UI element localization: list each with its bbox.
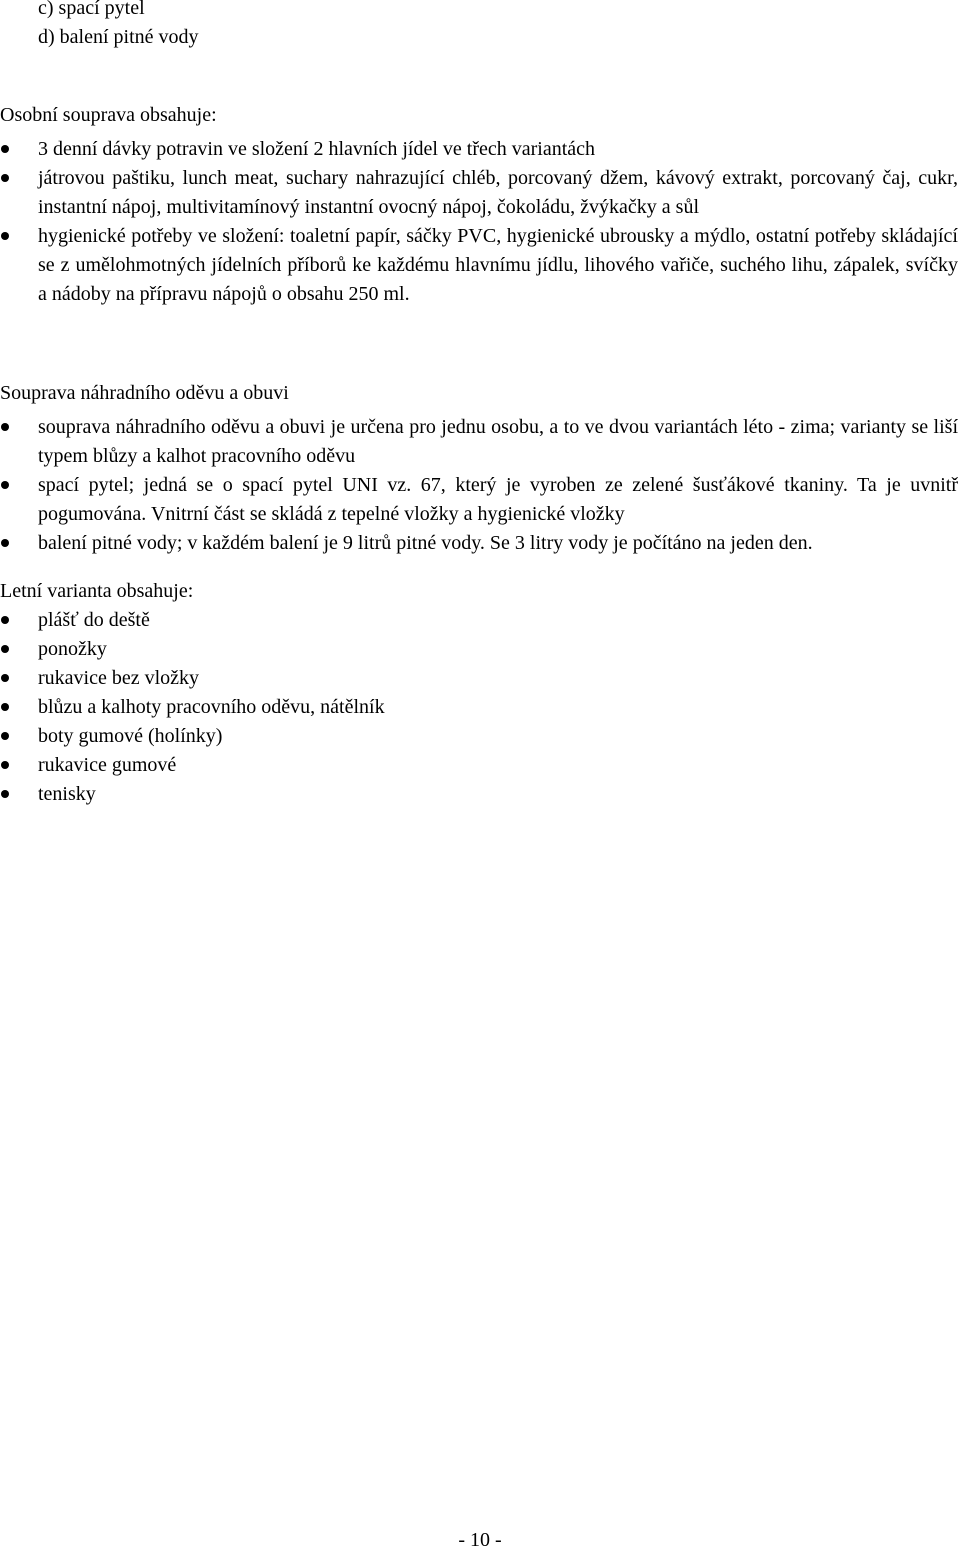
list-item: [0, 413, 960, 471]
list-item-text: plášť do deště: [38, 609, 150, 631]
list-item-text: tenisky: [38, 783, 96, 805]
list-item: [0, 164, 960, 222]
list-item-text: blůzu a kalhoty pracovního oděvu, nátělník: [38, 696, 385, 718]
section-personal-kit: [0, 101, 960, 309]
section-replacement-clothing: [0, 379, 960, 558]
bullet-list: [0, 135, 960, 309]
bullet-list: [0, 413, 960, 558]
list-item: [0, 635, 960, 664]
list-item: [0, 751, 960, 780]
section-heading: Osobní souprava obsahuje:: [0, 104, 217, 126]
list-item-text: rukavice bez vložky: [38, 667, 200, 689]
bullet-icon: [1, 703, 9, 711]
bullet-icon: [1, 481, 9, 489]
bullet-icon: [1, 616, 9, 624]
bullet-icon: [1, 674, 9, 682]
list-item: [0, 222, 960, 309]
page-number: - 10 -: [458, 1529, 502, 1551]
bullet-icon: [1, 761, 9, 769]
list-item: [0, 606, 960, 635]
bullet-icon: [1, 790, 9, 798]
bullet-icon: [1, 539, 9, 547]
list-item-text: souprava náhradního oděvu a obuvi je určena pro jednu osobu, a to ve dvou variantách léto - zima; varianty se liší typem blůzy a kalhot pracovního oděvu: [38, 416, 958, 467]
bullet-icon: [1, 145, 9, 153]
list-item: [0, 722, 960, 751]
list-item: [0, 529, 960, 558]
list-item-text: játrovou paštiku, lunch meat, suchary nahrazující chléb, porcovaný džem, kávový extrakt, porcovaný čaj, cukr, instantní nápoj, multivitamínový instantní ovocný nápoj, čokoládu, žvýkačky a sůl: [38, 167, 958, 218]
list-item-text: spací pytel; jedná se o spací pytel UNI vz. 67, který je vyroben ze zelené šusťákové tkaniny. Ta je uvnitř pogumována. Vnitrní část se skládá z tepelné vložky a hygienické vložky: [38, 474, 958, 525]
intro-list: [38, 0, 199, 52]
list-item: [0, 471, 960, 529]
bullet-icon: [1, 174, 9, 182]
bullet-list: [0, 606, 960, 809]
list-item-text: rukavice gumové: [38, 754, 177, 776]
list-item-text: boty gumové (holínky): [38, 725, 223, 747]
list-item: [0, 693, 960, 722]
intro-item: d) balení pitné vody: [38, 26, 199, 48]
list-item: [0, 135, 960, 164]
list-item-text: hygienické potřeby ve složení: toaletní papír, sáčky PVC, hygienické ubrousky a mýdlo, ostatní potřeby skládající se z umělohmotných jídelních příborů ke každému hlavnímu jídlu, lihového vařiče, suchého lihu, zápalek, svíčky a nádoby na přípravu nápojů o obsahu 250 ml.: [38, 225, 958, 305]
list-item-text: ponožky: [38, 638, 107, 660]
bullet-icon: [1, 732, 9, 740]
bullet-icon: [1, 423, 9, 431]
section-summer-variant: [0, 577, 960, 809]
section-heading: Letní varianta obsahuje:: [0, 580, 194, 602]
list-item: [0, 780, 960, 809]
bullet-icon: [1, 232, 9, 240]
list-item: [0, 664, 960, 693]
list-item-text: balení pitné vody; v každém balení je 9 litrů pitné vody. Se 3 litry vody je počítáno na jeden den.: [38, 532, 813, 554]
intro-item: c) spací pytel: [38, 0, 145, 19]
bullet-icon: [1, 645, 9, 653]
section-heading: Souprava náhradního oděvu a obuvi: [0, 382, 289, 404]
list-item-text: 3 denní dávky potravin ve složení 2 hlavních jídel ve třech variantách: [38, 138, 596, 160]
